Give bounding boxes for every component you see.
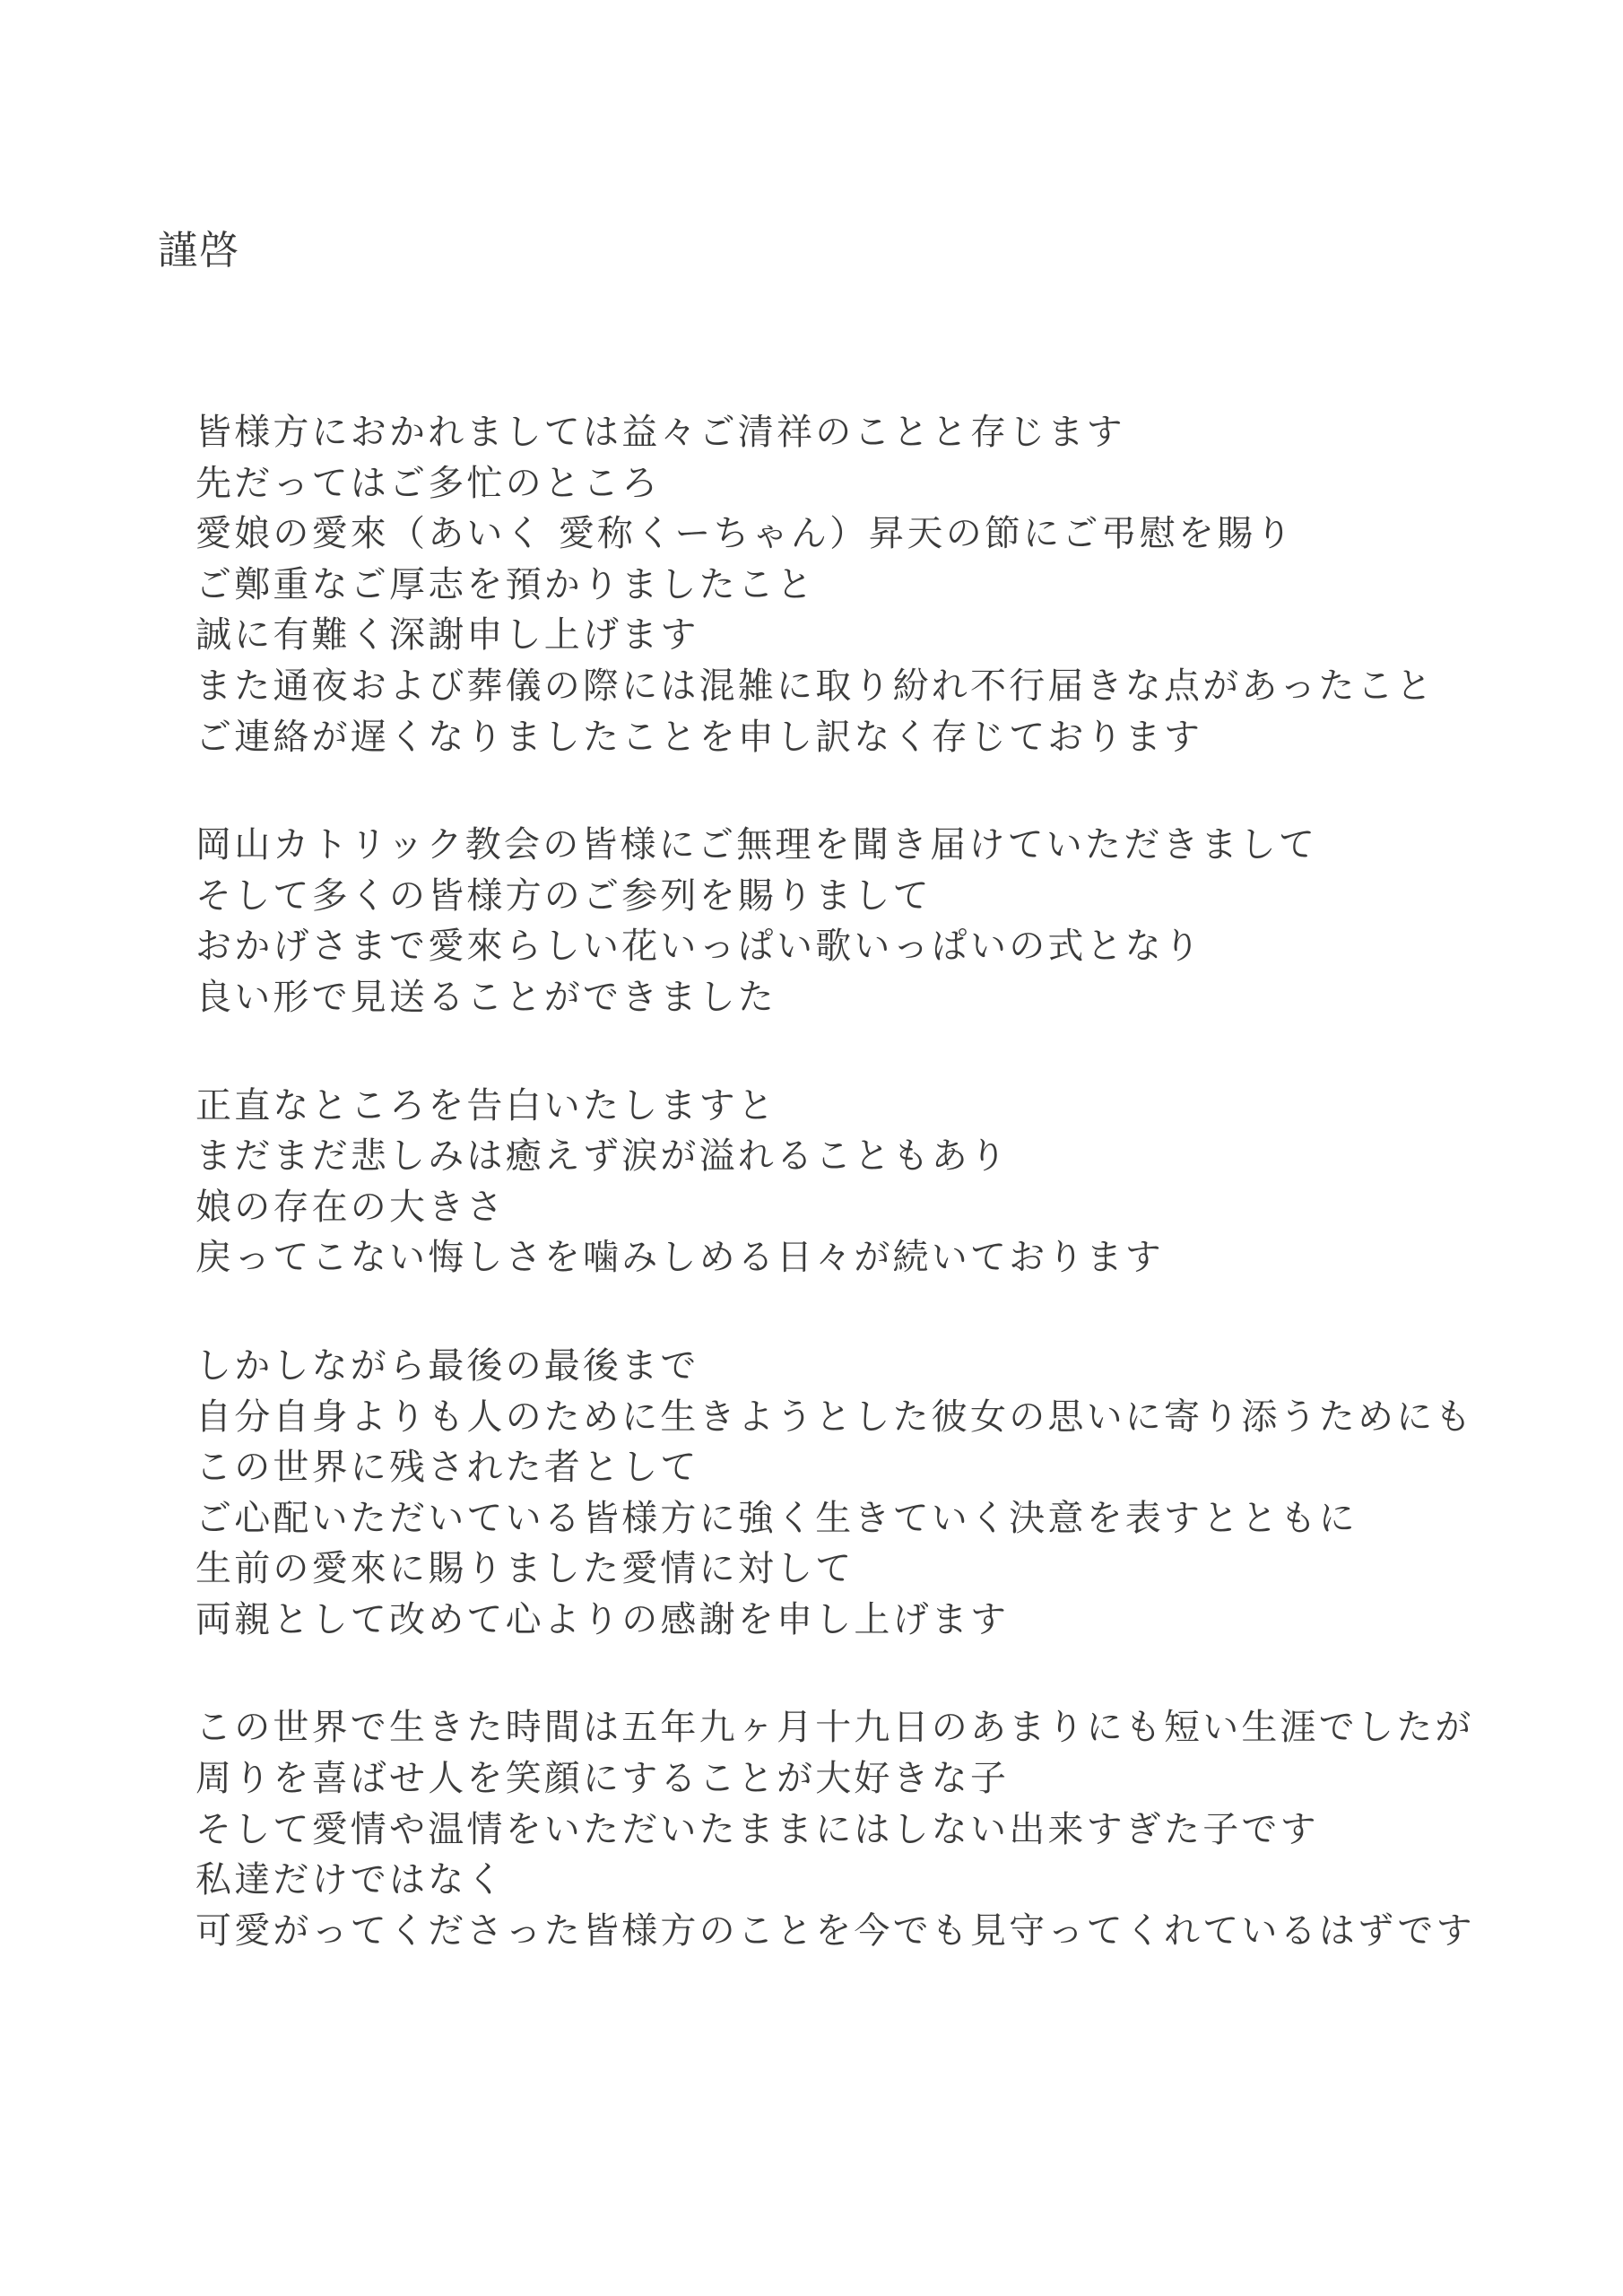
- text-line: しかしながら最後の最後まで: [195, 1344, 699, 1387]
- text-line: 戻ってこない悔しさを噛みしめる日々が続いております: [195, 1237, 1164, 1279]
- text-line: ご心配いただいている皆様方に強く生きていく決意を表すとともに: [195, 1497, 1358, 1539]
- text-line: この世界に残された者として: [195, 1447, 699, 1489]
- text-line: この世界で生きた時間は五年九ヶ月十九日のあまりにも短い生涯でしたが: [195, 1707, 1474, 1749]
- text-line: 私達だけではなく: [195, 1859, 506, 1901]
- text-line: 愛娘の愛來（あいく 愛称くーちゃん）昇天の節にご弔慰を賜り: [195, 513, 1295, 555]
- text-line: まだまだ悲しみは癒えず涙が溢れることもあり: [195, 1135, 1010, 1178]
- text-line: 両親として改めて心よりの感謝を申し上げます: [195, 1598, 1010, 1640]
- text-line: 正直なところを告白いたしますと: [195, 1084, 777, 1126]
- text-line: おかげさまで愛來らしい花いっぱい歌いっぱいの式となり: [195, 926, 1203, 968]
- text-line: 岡山カトリック教会の皆様にご無理を聞き届けていただきまして: [195, 824, 1318, 866]
- text-line: ご連絡が遅くなりましたことを申し訳なく存じております: [195, 716, 1203, 758]
- text-line: 先だってはご多忙のところ: [195, 462, 661, 504]
- text-line: 周りを喜ばせ人を笑顔にすることが大好きな子: [195, 1758, 1010, 1800]
- text-line: 娘の存在の大きさ: [195, 1186, 506, 1228]
- paragraph-5: [195, 1702, 1594, 1956]
- paragraph-1: [195, 407, 1594, 762]
- text-line: 良い形で見送ることができました: [195, 976, 777, 1018]
- text-line: また通夜および葬儀の際には混雑に取り紛れ不行届きな点があったこと: [195, 665, 1435, 707]
- text-line: そして愛情や温情をいただいたままにはしない出来すぎた子です: [195, 1808, 1319, 1850]
- letter-body: [195, 407, 1594, 2013]
- text-line: 皆様方におかれましては益々ご清祥のことと存じます: [195, 412, 1125, 453]
- text-line: 生前の愛來に賜りました愛情に対して: [195, 1548, 855, 1590]
- text-line: そして多くの皆様方のご参列を賜りまして: [195, 874, 932, 917]
- paragraph-3: [195, 1081, 1594, 1283]
- salutation: 謹啓: [158, 228, 240, 274]
- paragraph-2: [195, 820, 1594, 1022]
- text-line: 誠に有難く深謝申し上げます: [195, 614, 699, 657]
- text-line: ご鄭重なご厚志を預かりましたこと: [195, 563, 816, 605]
- paragraph-4: [195, 1341, 1594, 1646]
- text-line: 自分自身よりも人のために生きようとした彼女の思いに寄り添うためにも: [195, 1396, 1474, 1438]
- text-line: 可愛がってくださった皆様方のことを今でも見守ってくれているはずです: [195, 1909, 1475, 1952]
